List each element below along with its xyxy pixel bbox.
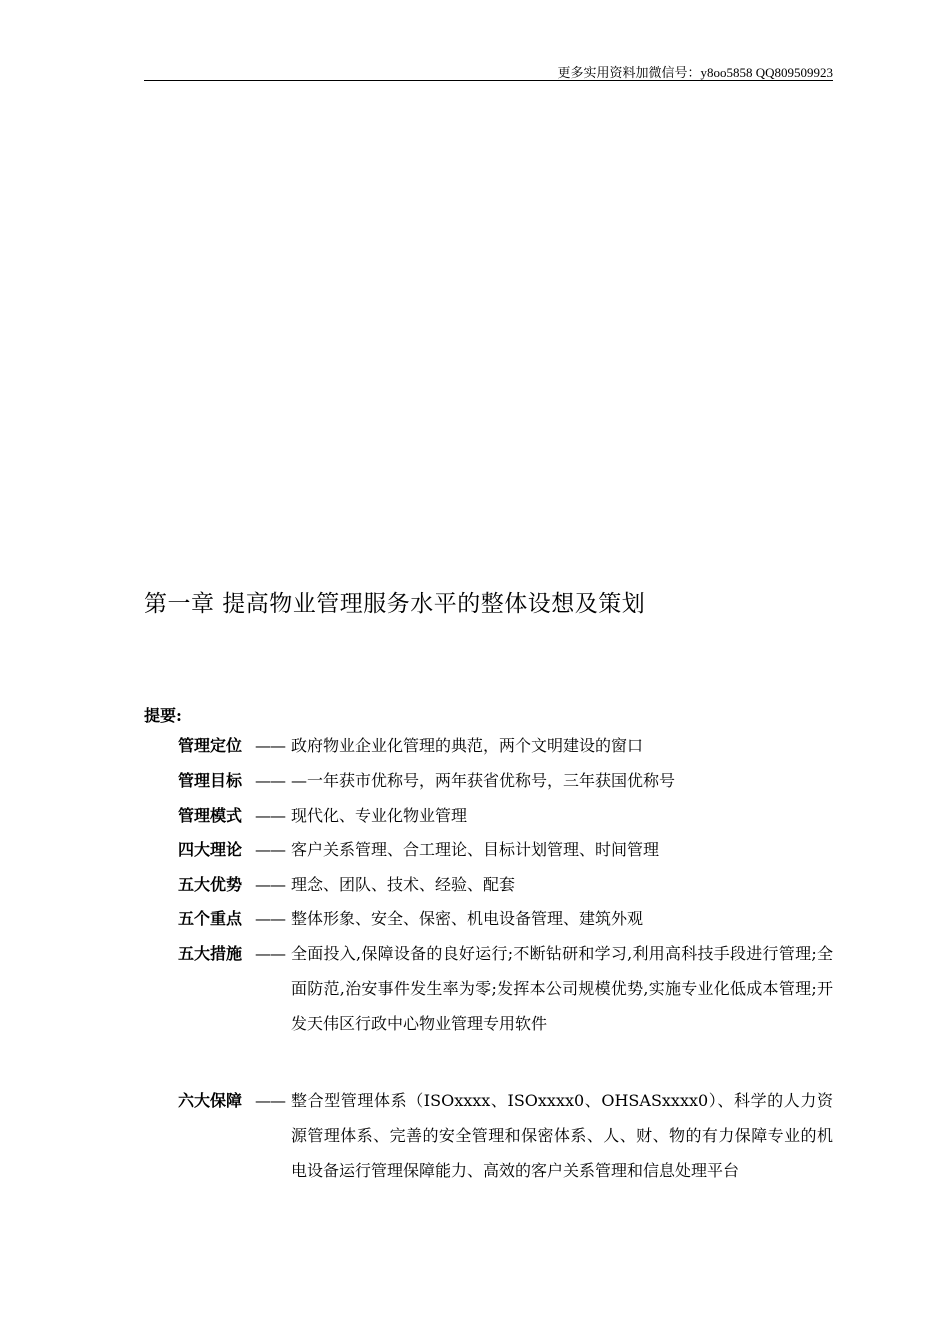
item-description: 整体形象、安全、保密、机电设备管理、建筑外观 xyxy=(291,909,644,928)
item-description: 客户关系管理、合工理论、目标计划管理、时间管理 xyxy=(291,840,660,859)
item-description: —一年获市优称号，两年获省优称号，三年获国优称号 xyxy=(291,771,676,790)
item-description: 整合型管理体系（ISOxxxx、ISOxxxx0、OHSASxxxx0）、科学的人力资源管理体系、完善的安全管理和保密体系、人、财、物的有力保障专业的机电设备运行管理保障能力、高效的客户关系管理和信息处理平台 xyxy=(291,1091,833,1180)
summary-item-guarantees xyxy=(178,1083,833,1188)
summary-item-measures xyxy=(178,936,833,1041)
item-term: 五大优势 xyxy=(178,875,243,894)
item-separator: —— xyxy=(255,944,285,963)
item-term: 五个重点 xyxy=(178,909,243,928)
item-term: 管理模式 xyxy=(178,806,243,825)
summary-item-goal xyxy=(178,763,833,798)
header-contact-text: 更多实用资料加微信号：y8oo5858 QQ809509923 xyxy=(557,65,833,80)
header-divider xyxy=(144,80,833,81)
item-separator: —— xyxy=(255,840,285,859)
item-term: 管理定位 xyxy=(178,736,243,755)
summary-item-theories xyxy=(178,832,833,867)
item-description: 理念、团队、技术、经验、配套 xyxy=(291,875,516,894)
item-term: 六大保障 xyxy=(178,1091,243,1110)
summary-label: 提要: xyxy=(144,706,182,725)
item-separator: —— xyxy=(255,909,285,928)
item-description: 全面投入,保障设备的良好运行;不断钻研和学习,利用高科技手段进行管理;全面防范,治安事件发生率为零;发挥本公司规模优势,实施专业化低成本管理;开发天伟区行政中心物业管理专用软件 xyxy=(291,944,833,1033)
item-separator: —— xyxy=(255,806,285,825)
summary-item-advantages xyxy=(178,867,833,902)
item-description: 政府物业企业化管理的典范，两个文明建设的窗口 xyxy=(291,736,644,755)
summary-item-focus xyxy=(178,901,833,936)
summary-item-mode xyxy=(178,798,833,833)
chapter-title: 第一章 提高物业管理服务水平的整体设想及策划 xyxy=(144,591,646,617)
item-term: 五大措施 xyxy=(178,944,243,963)
item-separator: —— xyxy=(255,1091,285,1110)
item-separator: —— xyxy=(255,771,285,790)
item-description: 现代化、专业化物业管理 xyxy=(291,806,468,825)
item-term: 四大理论 xyxy=(178,840,243,859)
item-separator: —— xyxy=(255,736,285,755)
summary-item-positioning xyxy=(178,728,833,763)
item-term: 管理目标 xyxy=(178,771,243,790)
item-separator: —— xyxy=(255,875,285,894)
